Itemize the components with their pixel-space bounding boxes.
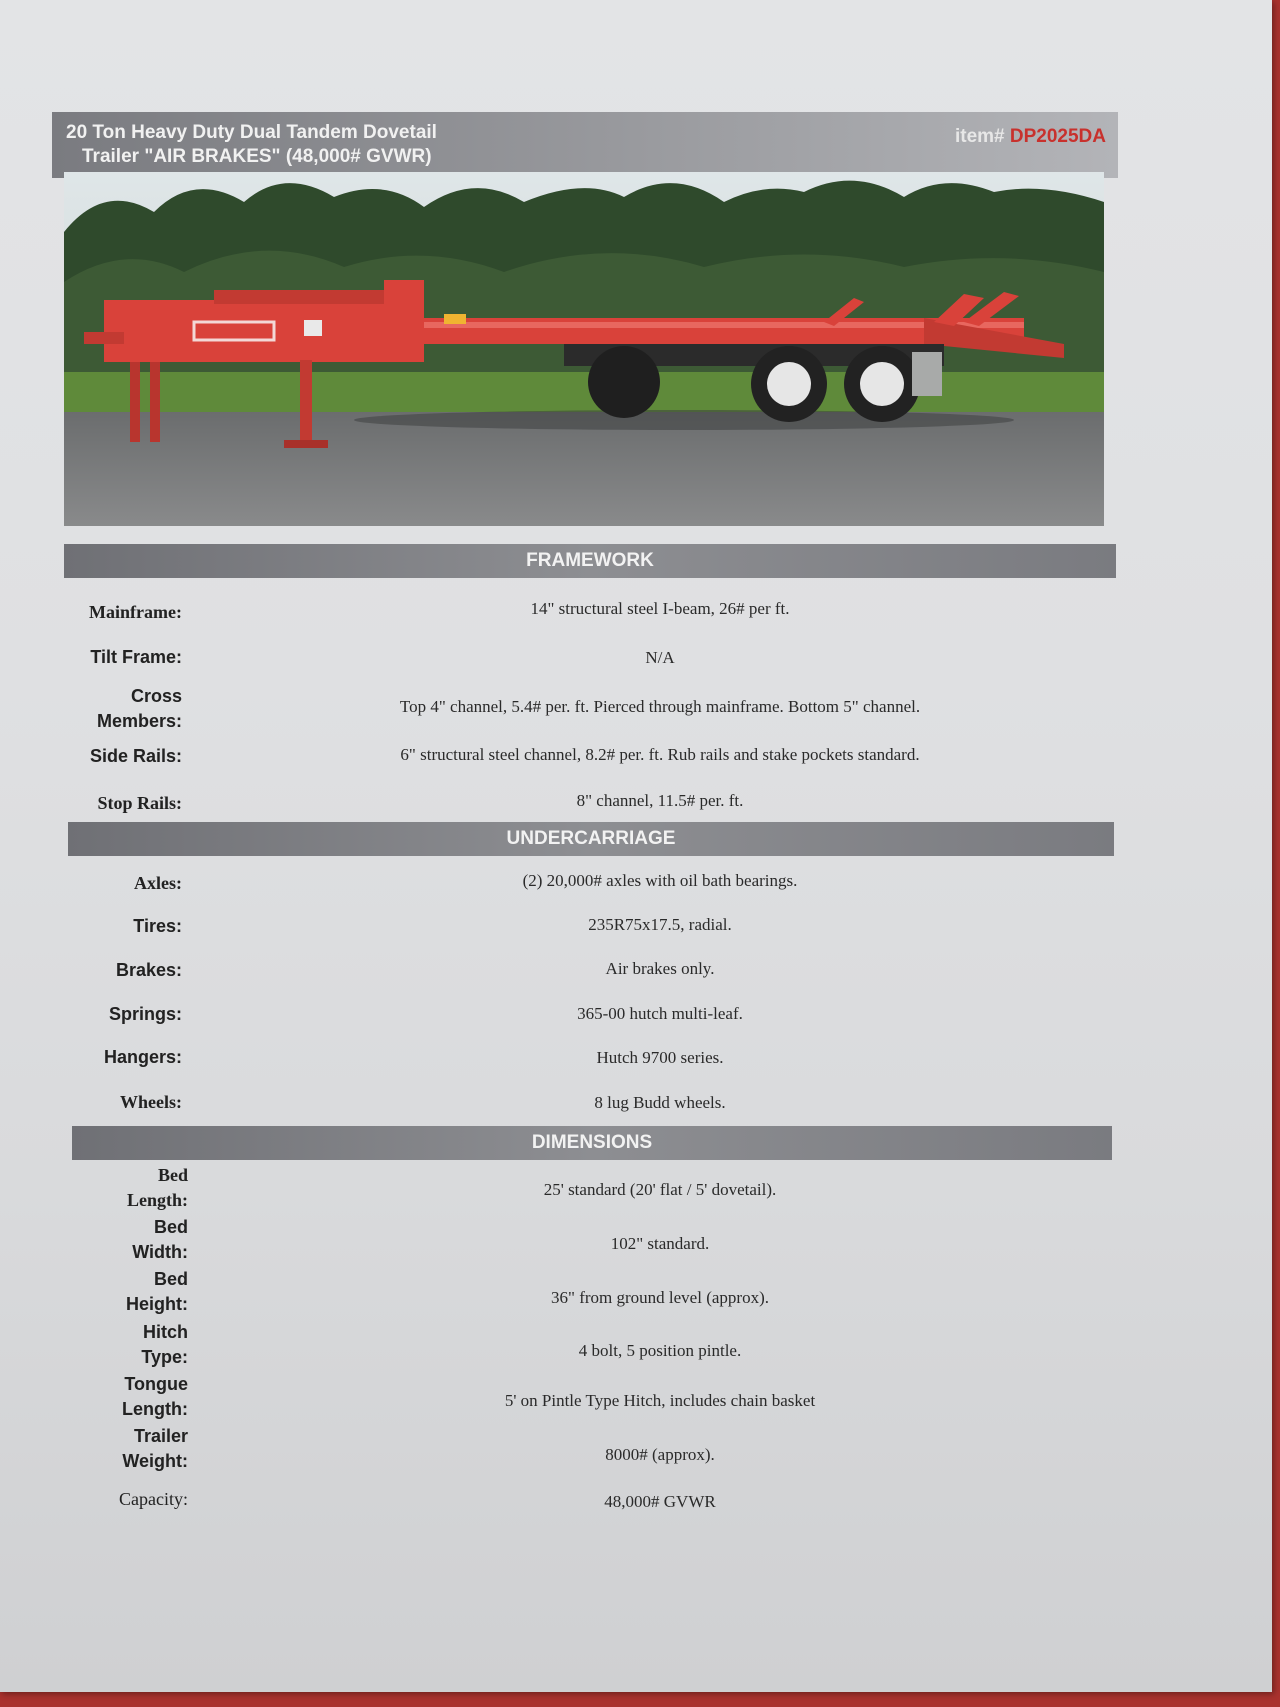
spec-label-line-1: Bed bbox=[153, 1217, 188, 1237]
item-number-label: item# bbox=[954, 126, 1005, 147]
spec-label-line-1: Cross bbox=[130, 686, 182, 706]
title-line-1: 20 Ton Heavy Duty Dual Tandem Dovetail bbox=[66, 122, 437, 143]
spec-label bbox=[97, 684, 182, 734]
spec-label: Hangers: bbox=[103, 1047, 182, 1067]
spec-label-line-2: Width: bbox=[132, 1242, 188, 1262]
spec-label-line-1: Bed bbox=[153, 1269, 188, 1289]
spec-label: Side Rails: bbox=[89, 746, 182, 766]
spec-label bbox=[141, 1320, 188, 1370]
spec-value: 8 lug Budd wheels. bbox=[594, 1093, 726, 1112]
spec-label-line-2: Length: bbox=[122, 1399, 188, 1419]
spec-label bbox=[127, 1163, 188, 1213]
spec-label-line-2: Type: bbox=[141, 1347, 188, 1367]
section-framework: FRAMEWORK bbox=[64, 544, 1116, 578]
spec-label: Wheels: bbox=[120, 1092, 182, 1112]
spec-label: Stop Rails: bbox=[97, 793, 182, 813]
spec-value: 36" from ground level (approx). bbox=[551, 1288, 769, 1307]
spec-label-line-1: Tongue bbox=[124, 1374, 188, 1394]
spec-label bbox=[122, 1372, 188, 1422]
spec-label: Tilt Frame: bbox=[90, 647, 182, 667]
spec-label-line-1: Hitch bbox=[143, 1322, 188, 1342]
spec-value: 6" structural steel channel, 8.2# per. ft. Rub rails and stake pockets standard. bbox=[400, 745, 920, 764]
spec-label: Springs: bbox=[108, 1004, 182, 1024]
spec-value: 102" standard. bbox=[610, 1234, 710, 1253]
spec-label-line-2: Members: bbox=[96, 711, 182, 731]
spec-value: Top 4" channel, 5.4# per. ft. Pierced through mainframe. Bottom 5" channel. bbox=[399, 697, 921, 716]
spec-value: (2) 20,000# axles with oil bath bearings. bbox=[522, 871, 798, 890]
spec-value: 4 bolt, 5 position pintle. bbox=[578, 1341, 742, 1360]
spec-value: 235R75x17.5, radial. bbox=[588, 915, 732, 934]
spec-value: 48,000# GVWR bbox=[604, 1492, 716, 1511]
section-dimensions: DIMENSIONS bbox=[72, 1126, 1112, 1160]
spec-value: 8" channel, 11.5# per. ft. bbox=[576, 791, 744, 810]
spec-label: Tires: bbox=[133, 916, 182, 936]
spec-value: 25' standard (20' flat / 5' dovetail). bbox=[543, 1180, 777, 1199]
item-number bbox=[955, 126, 1106, 148]
spec-value: 8000# (approx). bbox=[605, 1445, 715, 1464]
title-line-2: Trailer "AIR BRAKES" (48,000# GVWR) bbox=[82, 146, 432, 167]
item-number-value: DP2025DA bbox=[1009, 126, 1106, 147]
spec-label: Capacity: bbox=[119, 1489, 188, 1509]
spec-label bbox=[132, 1215, 188, 1265]
spec-value: Hutch 9700 series. bbox=[596, 1048, 724, 1067]
spec-label: Axles: bbox=[134, 873, 182, 893]
spec-label bbox=[122, 1424, 188, 1474]
title-bar bbox=[52, 112, 1118, 178]
spec-label bbox=[126, 1267, 188, 1317]
spec-label-line-2: Height: bbox=[126, 1294, 188, 1314]
spec-label-line-1: Trailer bbox=[133, 1426, 188, 1446]
spec-label: Mainframe: bbox=[89, 602, 182, 622]
spec-label: Brakes: bbox=[115, 960, 182, 980]
section-undercarriage: UNDERCARRIAGE bbox=[68, 822, 1114, 856]
trailer-photo bbox=[64, 172, 1104, 526]
spec-label-line-2: Length: bbox=[126, 1190, 188, 1210]
spec-value: 5' on Pintle Type Hitch, includes chain basket bbox=[504, 1391, 816, 1410]
spec-value: 365-00 hutch multi-leaf. bbox=[577, 1004, 743, 1023]
trailer-photo-illustration bbox=[64, 172, 1104, 526]
spec-label-line-1: Bed bbox=[157, 1165, 188, 1185]
spec-value: Air brakes only. bbox=[605, 959, 715, 978]
spec-value: N/A bbox=[645, 648, 675, 667]
spec-label-line-2: Weight: bbox=[122, 1451, 188, 1471]
spec-value: 14" structural steel I-beam, 26# per ft. bbox=[530, 599, 790, 618]
